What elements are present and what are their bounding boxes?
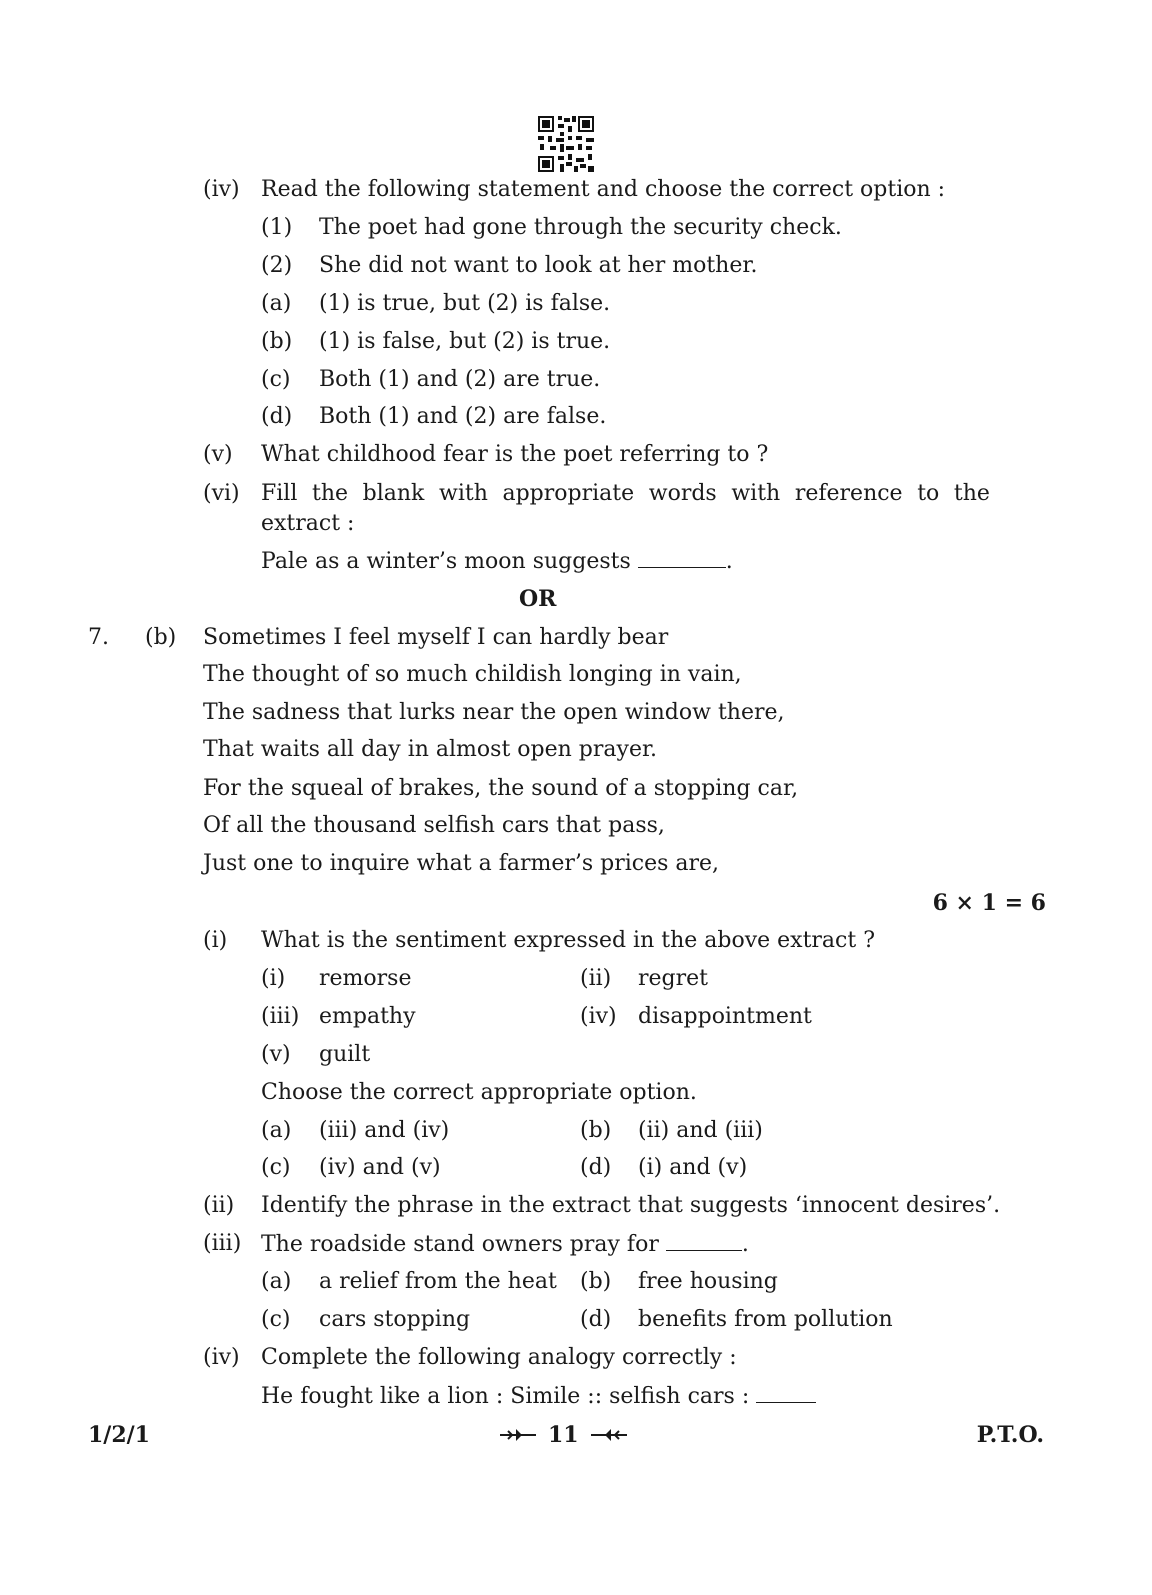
marks-allocation: 6 × 1 = 6 bbox=[932, 890, 1046, 916]
q7-iv-number: (iv) bbox=[203, 1345, 240, 1370]
option-label: (a) bbox=[261, 1118, 292, 1143]
option-text: a relief from the heat bbox=[319, 1269, 557, 1294]
choice-label: (ii) bbox=[580, 966, 612, 991]
fill-in-blank bbox=[756, 1382, 816, 1403]
option-text: (ii) and (iii) bbox=[638, 1118, 763, 1143]
choice-label: (v) bbox=[261, 1042, 291, 1067]
word: blank bbox=[362, 481, 425, 506]
q6-vi-number: (vi) bbox=[203, 481, 240, 506]
q6-iv-question: Read the following statement and choose the correct option : bbox=[261, 177, 946, 202]
q7-ii-number: (ii) bbox=[203, 1193, 235, 1218]
q7-iii-question bbox=[261, 1230, 749, 1259]
option-text: (i) and (v) bbox=[638, 1155, 748, 1180]
option-label: (b) bbox=[261, 329, 293, 354]
option-text: Both (1) and (2) are false. bbox=[319, 404, 607, 429]
poem-line: The sadness that lurks near the open window there, bbox=[203, 700, 785, 725]
q7-iii-number: (iii) bbox=[203, 1231, 242, 1256]
option-label: (c) bbox=[261, 1307, 291, 1332]
please-turn-over: P.T.O. bbox=[976, 1422, 1044, 1448]
poem-line: For the squeal of brakes, the sound of a stopping car, bbox=[203, 776, 799, 801]
word: with bbox=[731, 481, 781, 506]
option-label: (c) bbox=[261, 1155, 291, 1180]
sentence-text: Pale as a winter’s moon suggests bbox=[261, 549, 631, 574]
statement-text: She did not want to look at her mother. bbox=[319, 253, 758, 278]
choice-text: empathy bbox=[319, 1004, 416, 1029]
q6-v-question: What childhood fear is the poet referring to ? bbox=[261, 442, 769, 467]
statement-number: (2) bbox=[261, 253, 293, 278]
word: the bbox=[953, 481, 990, 506]
question-number: 7. bbox=[88, 625, 109, 650]
option-text: cars stopping bbox=[319, 1307, 471, 1332]
fill-in-blank bbox=[638, 547, 726, 568]
word: Fill bbox=[261, 481, 298, 506]
choice-text: guilt bbox=[319, 1042, 371, 1067]
option-text: Both (1) and (2) are true. bbox=[319, 367, 601, 392]
instruction-text: Choose the correct appropriate option. bbox=[261, 1080, 697, 1105]
question-part: (b) bbox=[145, 625, 177, 650]
option-label: (d) bbox=[580, 1155, 612, 1180]
q7-ii-question: Identify the phrase in the extract that suggests ‘innocent desires’. bbox=[261, 1193, 1001, 1218]
option-label: (a) bbox=[261, 1269, 292, 1294]
option-text: (iii) and (iv) bbox=[319, 1118, 450, 1143]
fill-in-blank bbox=[666, 1230, 742, 1251]
option-label: (d) bbox=[580, 1307, 612, 1332]
q7-i-number: (i) bbox=[203, 928, 228, 953]
sentence-end: . bbox=[725, 549, 733, 574]
choice-text: disappointment bbox=[638, 1004, 812, 1029]
ornament-right-icon bbox=[591, 1427, 627, 1443]
choice-text: remorse bbox=[319, 966, 412, 991]
q6-vi-question-line bbox=[261, 480, 990, 508]
option-text: (1) is true, but (2) is false. bbox=[319, 291, 611, 316]
q7-iv-analogy bbox=[261, 1382, 816, 1411]
option-text: (1) is false, but (2) is true. bbox=[319, 329, 611, 354]
q6-vi-question-line2: extract : bbox=[261, 511, 355, 536]
page-number-group bbox=[500, 1421, 627, 1449]
option-text: free housing bbox=[638, 1269, 778, 1294]
statement-text: The poet had gone through the security check. bbox=[319, 215, 842, 240]
poem-line: Just one to inquire what a farmer’s prices are, bbox=[203, 851, 720, 876]
paper-code: 1/2/1 bbox=[88, 1422, 150, 1448]
statement-number: (1) bbox=[261, 215, 293, 240]
poem-line: The thought of so much childish longing in vain, bbox=[203, 662, 742, 687]
choice-label: (iii) bbox=[261, 1004, 300, 1029]
choice-label: (i) bbox=[261, 966, 286, 991]
word: appropriate bbox=[502, 481, 635, 506]
choice-text: regret bbox=[638, 966, 708, 991]
page-number: 11 bbox=[548, 1422, 579, 1448]
option-text: (iv) and (v) bbox=[319, 1155, 441, 1180]
option-label: (b) bbox=[580, 1269, 612, 1294]
word: words bbox=[648, 481, 717, 506]
question-end: . bbox=[741, 1232, 749, 1257]
word: with bbox=[438, 481, 488, 506]
q7-iv-question: Complete the following analogy correctly : bbox=[261, 1345, 737, 1370]
word: reference bbox=[794, 481, 903, 506]
q6-v-number: (v) bbox=[203, 442, 233, 467]
option-label: (c) bbox=[261, 367, 291, 392]
q6-iv-number: (iv) bbox=[203, 177, 240, 202]
analogy-text: He fought like a lion : Simile :: selfish cars : bbox=[261, 1384, 750, 1409]
word: the bbox=[311, 481, 349, 506]
ornament-left-icon bbox=[500, 1427, 536, 1443]
poem-line: Of all the thousand selfish cars that pass, bbox=[203, 813, 665, 838]
or-separator: OR bbox=[519, 586, 557, 612]
poem-line: Sometimes I feel myself I can hardly bear bbox=[203, 625, 669, 650]
option-label: (d) bbox=[261, 404, 293, 429]
q7-i-question: What is the sentiment expressed in the above extract ? bbox=[261, 928, 875, 953]
q6-vi-sentence bbox=[261, 547, 733, 576]
choice-label: (iv) bbox=[580, 1004, 617, 1029]
qr-code-icon bbox=[538, 116, 594, 172]
word: to bbox=[917, 481, 940, 506]
option-text: benefits from pollution bbox=[638, 1307, 893, 1332]
question-text: The roadside stand owners pray for bbox=[261, 1232, 659, 1257]
poem-line: That waits all day in almost open prayer. bbox=[203, 737, 658, 762]
option-label: (b) bbox=[580, 1118, 612, 1143]
option-label: (a) bbox=[261, 291, 292, 316]
